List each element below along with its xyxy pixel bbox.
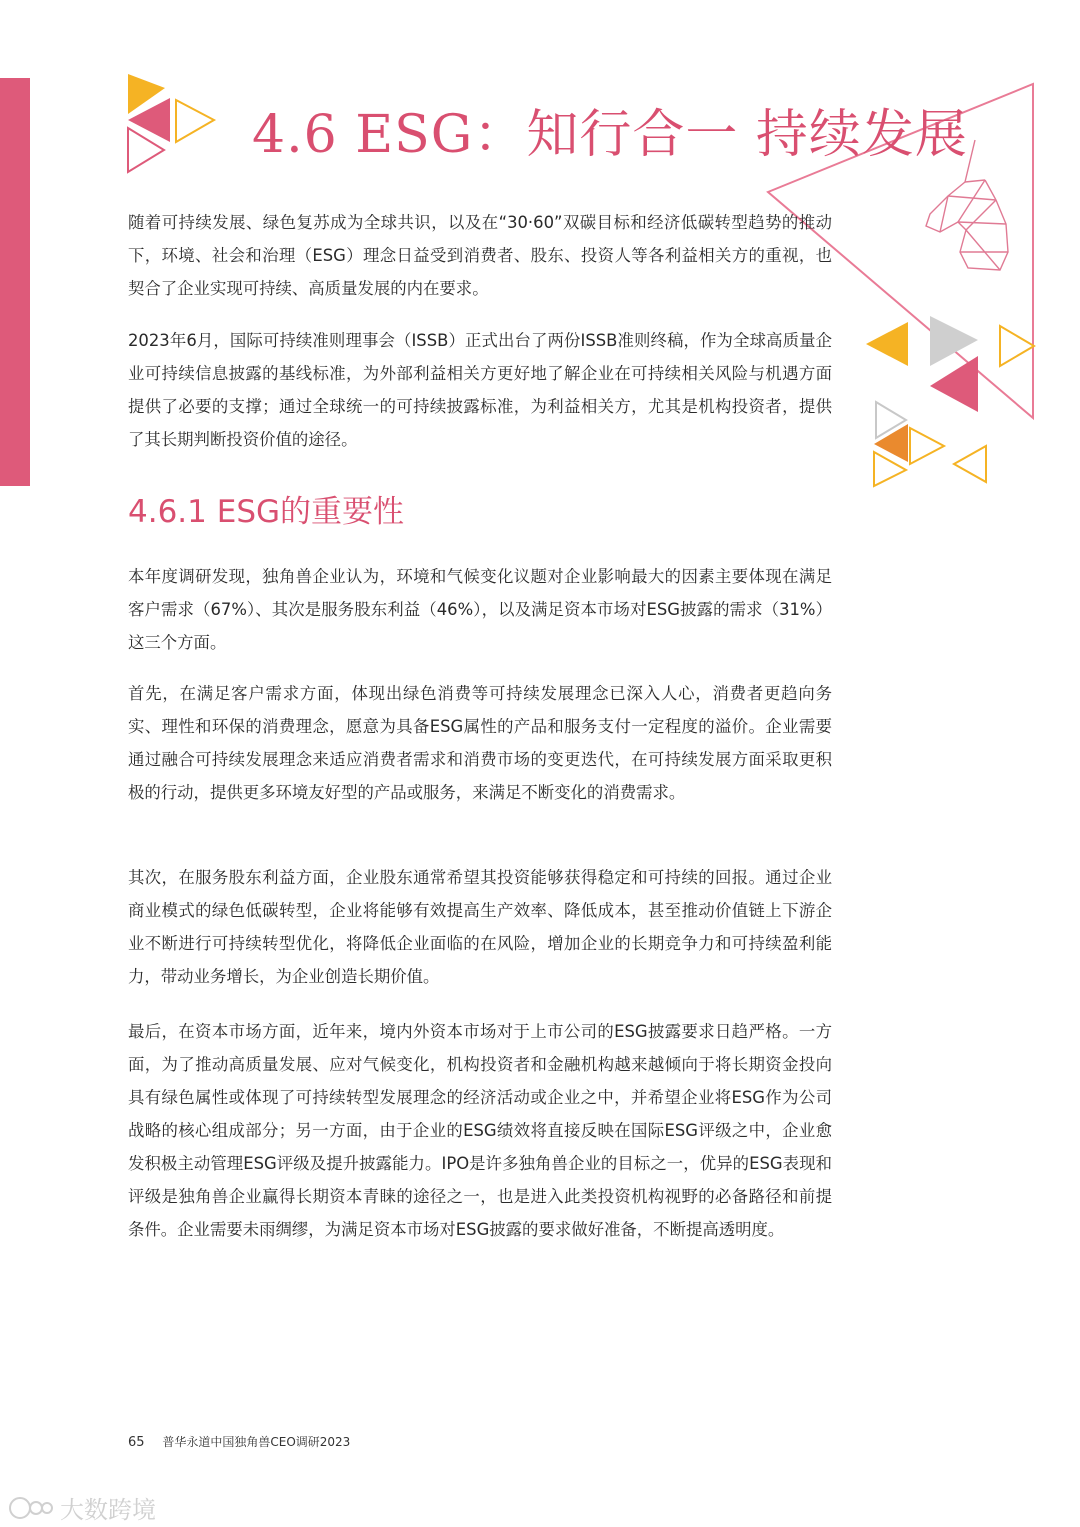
section-paragraph-4: 最后，在资本市场方面，近年来，境内外资本市场对于上市公司的ESG披露要求日趋严格。一方面，为了推动高质量发展、应对气候变化，机构投资者和金融机构越来越倾向于将长期资金投向具有绿色属性或体现了可持续转型发展理念的经济活动或企业之中，并希望企业将ESG作为公司战略的核心组成部分；另一方面，由于企业的ESG绩效将直接反映在国际ESG评级之中，企业愈发积极主动管理ESG评级及提升披露能力。IPO是许多独角兽企业的目标之一，优异的ESG表现和评级是独角兽企业赢得长期资本青睐的途径之一，也是进入此类投资机构视野的必备路径和前提条件。企业需要未雨绸缪，为满足资本市场对ESG披露的要求做好准备，不断提高透明度。 <box>128 1022 832 1239</box>
page-footer <box>128 1433 350 1450</box>
section-paragraph-1: 本年度调研发现，独角兽企业认为，环境和气候变化议题对企业影响最大的因素主要体现在满足客户需求（67%）、其次是服务股东利益（46%），以及满足资本市场对ESG披露的需求（31%）这三个方面。 <box>128 567 832 652</box>
watermark-text: 大数跨境 <box>60 1496 156 1524</box>
intro-paragraph-2: 2023年6月，国际可持续准则理事会（ISSB）正式出台了两份ISSB准则终稿，作为全球高质量企业可持续信息披露的基线标准，为外部利益相关方更好地了解企业在可持续相关风险与机遇方面提供了必要的支撑；通过全球统一的可持续披露标准，为利益相关方，尤其是机构投资者，提供了其长期判断投资价值的途径。 <box>128 331 832 449</box>
watermark-logo-icon <box>8 1495 54 1521</box>
section-paragraph-3: 其次，在服务股东利益方面，企业股东通常希望其投资能够获得稳定和可持续的回报。通过企业商业模式的绿色低碳转型，企业将能够有效提高生产效率、降低成本，甚至推动价值链上下游企业不断进行可持续转型优化，将降低企业面临的在风险，增加企业的长期竞争力和可持续盈利能力，带动业务增长，为企业创造长期价值。 <box>128 868 832 986</box>
page-title: 4.6 ESG：知行合一 持续发展 <box>252 105 968 165</box>
section-title: 4.6.1 ESG的重要性 <box>128 494 405 530</box>
section-paragraph-2: 首先，在满足客户需求方面，体现出绿色消费等可持续发展理念已深入人心，消费者更趋向务实、理性和环保的消费理念，愿意为具备ESG属性的产品和服务支付一定程度的溢价。企业需要通过融合可持续发展理念来适应消费者需求和消费市场的变更迭代，在可持续发展方面采取更积极的行动，提供更多环境友好型的产品或服务，来满足不断变化的消费需求。 <box>128 684 832 802</box>
watermark <box>8 1490 156 1525</box>
intro-paragraph-1: 随着可持续发展、绿色复苏成为全球共识，以及在“30·60”双碳目标和经济低碳转型趋势的推动下，环境、社会和治理（ESG）理念日益受到消费者、股东、投资人等各利益相关方的重视，也契合了企业实现可持续、高质量发展的内在要求。 <box>128 213 832 298</box>
page-number: 65 <box>128 1435 145 1450</box>
publication-title: 普华永道中国独角兽CEO调研2023 <box>162 1435 351 1449</box>
